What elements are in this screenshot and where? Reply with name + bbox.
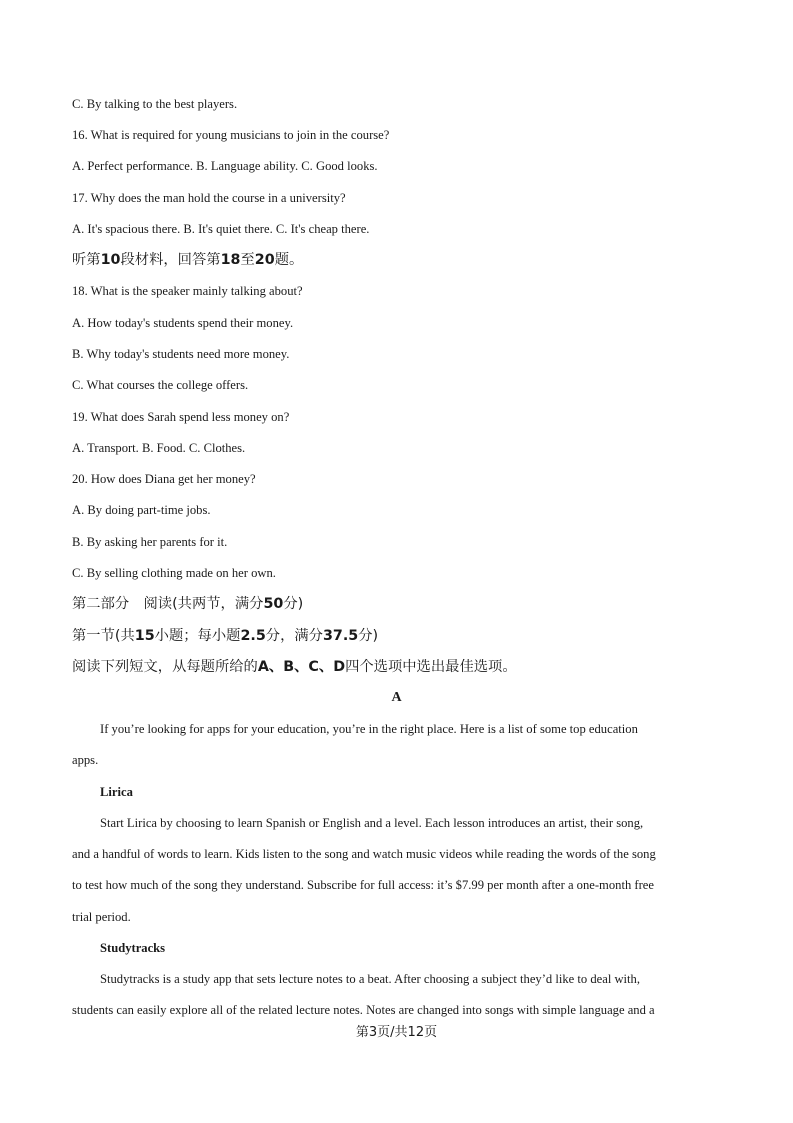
passage-label: A [391, 690, 402, 705]
q19-options: A. Transport. B. Food. C. Clothes. [72, 441, 246, 455]
intro-line-2: apps. [72, 753, 99, 767]
q17-question: 17. Why does the man hold the course in a university? [72, 191, 346, 205]
q16-options: A. Perfect performance. B. Language ability. C. Good looks. [72, 159, 378, 173]
q20-option-b: B. By asking her parents for it. [72, 535, 228, 549]
reading-instruction: 阅读下列短文，从每题所给的A、B、C、D四个选项中选出最佳选项。 [72, 659, 517, 675]
lirica-line-4: trial period. [72, 910, 131, 924]
q19-question: 19. What does Sarah spend less money on? [72, 410, 290, 424]
lirica-line-1: Start Lirica by choosing to learn Spanish or English and a level. Each lesson introduces an artist, their song, [100, 816, 644, 830]
q15-option-c: C. By talking to the best players. [72, 97, 238, 111]
q16-question: 16. What is required for young musicians to join in the course? [72, 128, 390, 142]
page-number-footer: 第3页/共12页 [355, 1025, 438, 1040]
q18-option-b: B. Why today's students need more money. [72, 347, 290, 361]
studytracks-title: Studytracks [100, 941, 166, 955]
studytracks-line-1: Studytracks is a study app that sets lecture notes to a beat. After choosing a subject they’d like to deal with, [100, 972, 640, 986]
section-one-heading: 第一节(共15小题；每小题2.5分，满分37.5分) [72, 628, 379, 644]
q20-question: 20. How does Diana get her money? [72, 472, 256, 486]
lirica-title: Lirica [100, 785, 133, 799]
q18-option-c: C. What courses the college offers. [72, 378, 249, 392]
q17-options: A. It's spacious there. B. It's quiet there. C. It's cheap there. [72, 222, 370, 236]
lirica-line-2: and a handful of words to learn. Kids listen to the song and watch music videos while reading the words of the song [72, 847, 656, 861]
studytracks-line-2: students can easily explore all of the related lecture notes. Notes are changed into songs with simple language and a [72, 1003, 655, 1017]
q18-option-a: A. How today's students spend their money. [72, 316, 294, 330]
intro-line-1: If you’re looking for apps for your education, you’re in the right place. Here is a list of some top education [100, 722, 638, 736]
q18-question: 18. What is the speaker mainly talking about? [72, 284, 303, 298]
part-two-heading: 第二部分 阅读(共两节，满分50分) [72, 596, 304, 612]
material-10-instruction: 听第10段材料，回答第18至20题。 [72, 252, 304, 268]
q20-option-c: C. By selling clothing made on her own. [72, 566, 276, 580]
q20-option-a: A. By doing part-time jobs. [72, 503, 211, 517]
lirica-line-3: to test how much of the song they understand. Subscribe for full access: it’s $7.99 per month after a one-month free [72, 878, 654, 892]
